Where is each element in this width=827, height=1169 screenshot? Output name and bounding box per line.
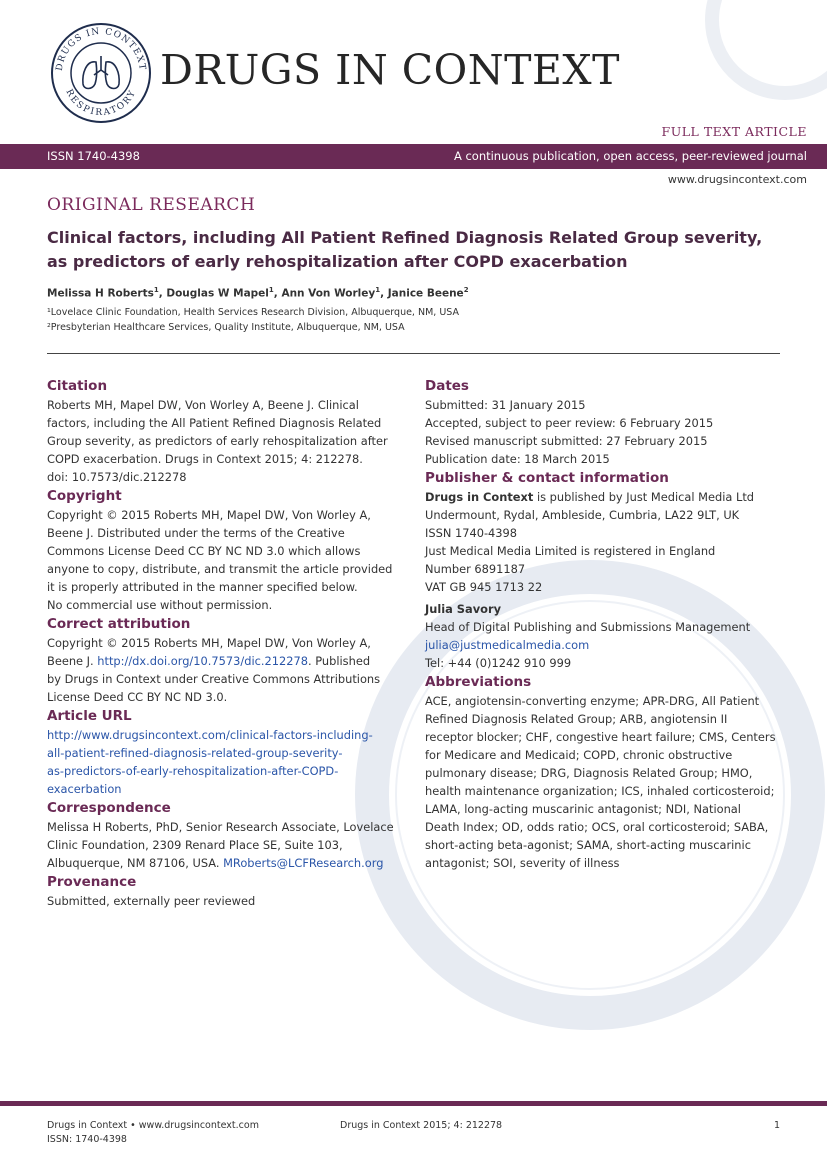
- journal-masthead: DRUGS IN CONTEXT: [160, 46, 620, 94]
- date-line: Submitted: 31 January 2015: [425, 398, 586, 412]
- author-affiliation-mark: 2: [463, 286, 469, 294]
- author-name: Janice Beene: [387, 287, 464, 300]
- author-list: Melissa H Roberts$^1$, Douglas W Mapel$^1$, Ann Von Worley$^1$, Janice Beene$^2$: [47, 286, 469, 300]
- full-text-article-label: FULL TEXT ARTICLE: [661, 124, 807, 139]
- author-affiliation-mark: 1: [375, 286, 381, 294]
- citation-line: doi: 10.7573/dic.212278: [47, 470, 187, 484]
- abbreviations-line: Refined Diagnosis Related Group; ARB, angiotensin II: [425, 712, 728, 726]
- abbreviations-line: for Medicare and Medicaid; COPD, chronic obstructive: [425, 748, 733, 762]
- abbreviations-line: pulmonary disease; DRG, Diagnosis Related Group; HMO,: [425, 766, 753, 780]
- right-column: [425, 376, 785, 872]
- footer-issn: ISSN: 1740-4398: [47, 1134, 127, 1145]
- journal-name: Drugs in Context: [425, 490, 534, 504]
- publisher-line: VAT GB 945 1713 22: [425, 580, 543, 594]
- author-affiliation-mark: 1: [153, 286, 159, 294]
- citation-line: Roberts MH, Mapel DW, Von Worley A, Beene J. Clinical: [47, 398, 359, 412]
- publisher-line: [425, 488, 785, 506]
- correspondence-line: Clinic Foundation, 2309 Renard Place SE, Suite 103,: [47, 838, 343, 852]
- section-heading-provenance: Provenance: [47, 874, 137, 890]
- date-line: Accepted, subject to peer review: 6 February 2015: [425, 416, 714, 430]
- band-issn: ISSN 1740-4398: [47, 149, 140, 163]
- attribution-line: License Deed CC BY NC ND 3.0.: [47, 690, 228, 704]
- band-tagline: A continuous publication, open access, peer-reviewed journal: [453, 149, 807, 163]
- correspondence-email-link[interactable]: MRoberts@LCFResearch.org: [223, 856, 384, 870]
- publisher-line: ISSN 1740-4398: [425, 526, 518, 540]
- article-url-link[interactable]: exacerbation: [47, 782, 122, 796]
- section-heading-publisher: Publisher & contact information: [425, 470, 669, 486]
- author-affiliation-mark: 1: [268, 286, 274, 294]
- footer-journal-site: Drugs in Context • www.drugsincontext.com: [47, 1120, 259, 1131]
- copyright-line: Commons License Deed CC BY NC ND 3.0 which allows: [47, 544, 361, 558]
- correspondence-text: Albuquerque, NM 87106, USA.: [47, 856, 224, 870]
- section-heading-citation: Citation: [47, 378, 108, 394]
- section-heading-abbreviations: Abbreviations: [425, 674, 532, 690]
- copyright-line: Copyright © 2015 Roberts MH, Mapel DW, Von Worley A,: [47, 508, 371, 522]
- journal-logo: [50, 22, 152, 124]
- correspondence-line: Melissa H Roberts, PhD, Senior Research Associate, Lovelace: [47, 820, 394, 834]
- abbreviations-line: short-acting beta-agonist; SAMA, short-acting muscarinic: [425, 838, 751, 852]
- section-heading-correct-attribution: Correct attribution: [47, 616, 191, 632]
- section-heading-article-url: Article URL: [47, 708, 132, 724]
- section-heading-correspondence: Correspondence: [47, 800, 171, 816]
- abbreviations-line: receptor blocker; CHF, congestive heart failure; CMS, Centers: [425, 730, 776, 744]
- article-url-link[interactable]: as-predictors-of-early-rehospitalization-after-COPD-: [47, 764, 339, 778]
- citation-line: COPD exacerbation. Drugs in Context 2015; 4: 212278.: [47, 452, 363, 466]
- watermark-seal-top: [705, 0, 827, 100]
- author-name: Douglas W Mapel: [166, 287, 269, 300]
- publisher-line: Number 6891187: [425, 562, 526, 576]
- article-title: [47, 226, 787, 274]
- attribution-text: Beene J.: [47, 654, 98, 668]
- footer-citation: Drugs in Context 2015; 4: 212278: [340, 1120, 503, 1131]
- author-name: Ann Von Worley: [281, 287, 376, 300]
- logo-ring-bottom-text: RESPIRATORY: [63, 87, 139, 119]
- article-title-line: Clinical factors, including All Patient Refined Diagnosis Related Group severity,: [47, 228, 763, 247]
- provenance-text: Submitted, externally peer reviewed: [47, 894, 256, 908]
- contact-role: Head of Digital Publishing and Submissions Management: [425, 620, 751, 634]
- logo-ring-top-text: DRUGS IN CONTEXT: [54, 26, 148, 72]
- abbreviations-line: LAMA, long-acting muscarinic antagonist; NDI, National: [425, 802, 741, 816]
- footer-divider: [0, 1101, 827, 1106]
- attribution-line: Copyright © 2015 Roberts MH, Mapel DW, Von Worley A,: [47, 636, 371, 650]
- contact-name: Julia Savory: [425, 602, 501, 616]
- date-line: Revised manuscript submitted: 27 February 2015: [425, 434, 708, 448]
- article-url-link[interactable]: all-patient-refined-diagnosis-related-group-severity-: [47, 746, 343, 760]
- article-title-line: as predictors of early rehospitalization after COPD exacerbation: [47, 252, 628, 271]
- author-name: Melissa H Roberts: [47, 287, 154, 300]
- copyright-line: Beene J. Distributed under the terms of the Creative: [47, 526, 345, 540]
- section-heading-copyright: Copyright: [47, 488, 122, 504]
- abbreviations-line: Death Index; OD, odds ratio; OCS, oral corticosteroid; SABA,: [425, 820, 769, 834]
- abbreviations-line: ACE, angiotensin-converting enzyme; APR-DRG, All Patient: [425, 694, 760, 708]
- copyright-line: No commercial use without permission.: [47, 598, 273, 612]
- abbreviations-line: health maintenance organization; ICS, inhaled corticosteroid;: [425, 784, 775, 798]
- affiliation: ¹Lovelace Clinic Foundation, Health Services Research Division, Albuquerque, NM, USA: [47, 307, 459, 318]
- date-line: Publication date: 18 March 2015: [425, 452, 610, 466]
- citation-line: factors, including the All Patient Refined Diagnosis Related: [47, 416, 382, 430]
- journal-band: [0, 144, 827, 169]
- article-url-link[interactable]: http://www.drugsincontext.com/clinical-factors-including-: [47, 728, 373, 742]
- contact-email-link[interactable]: julia@justmedicalmedia.com: [425, 638, 590, 652]
- copyright-line: anyone to copy, distribute, and transmit the article provided: [47, 562, 393, 576]
- citation-line: Group severity, as predictors of early rehospitalization after: [47, 434, 388, 448]
- section-heading-dates: Dates: [425, 378, 469, 394]
- publisher-line: Undermount, Rydal, Ambleside, Cumbria, LA22 9LT, UK: [425, 508, 740, 522]
- abbreviations-line: antagonist; SOI, severity of illness: [425, 856, 620, 870]
- correspondence-line: [47, 854, 407, 872]
- publisher-text: is published by Just Medical Media Ltd: [533, 490, 755, 504]
- contact-phone: Tel: +44 (0)1242 910 999: [425, 656, 572, 670]
- article-type-label: ORIGINAL RESEARCH: [47, 195, 256, 215]
- site-url-link[interactable]: www.drugsincontext.com: [667, 173, 807, 186]
- left-column: [47, 376, 407, 910]
- affiliation: ²Presbyterian Healthcare Services, Quality Institute, Albuquerque, NM, USA: [47, 322, 405, 333]
- header-divider: [47, 353, 780, 354]
- attribution-text: . Published: [307, 654, 371, 668]
- publisher-line: Just Medical Media Limited is registered in England: [425, 544, 716, 558]
- attribution-line: by Drugs in Context under Creative Commons Attributions: [47, 672, 381, 686]
- attribution-line: [47, 652, 407, 670]
- page-number: 1: [773, 1120, 780, 1131]
- copyright-line: it is properly attributed in the manner specified below.: [47, 580, 358, 594]
- doi-link[interactable]: http://dx.doi.org/10.7573/dic.212278: [97, 654, 308, 668]
